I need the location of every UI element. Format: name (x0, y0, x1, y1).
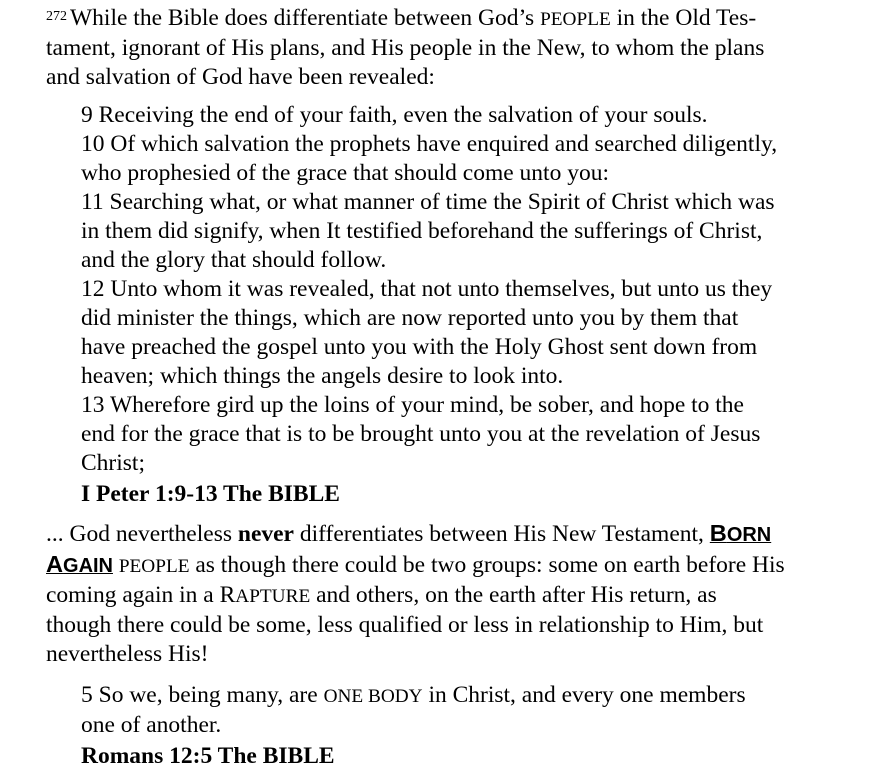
verse-line: did minister the things, which are now reported unto you by them that (81, 305, 739, 331)
footnote-number[interactable]: 272 (46, 9, 67, 24)
verse-line: have preached the gospel unto you with the Holy Ghost sent down from (81, 334, 758, 360)
intro-line-3: and salvation of God have been revealed: (46, 64, 435, 90)
intro-line-2: tament, ignorant of His plans, and His people in the New, to whom the plans (46, 35, 765, 61)
body-paragraph (46, 519, 826, 669)
verse-line: and the glory that should follow. (81, 247, 387, 273)
body-line-5: nevertheless His! (46, 641, 209, 667)
people-smallcaps: PEOPLE (540, 9, 611, 30)
body-text-1: ... God nevertheless (46, 521, 232, 547)
verse-line: Christ; (81, 450, 145, 476)
verse-line: who prophesied of the grace that should come unto you: (81, 160, 609, 186)
body-text-2: differentiates between His New Testament, (299, 521, 704, 547)
one-body-smallcaps: ONE BODY (323, 686, 423, 707)
verse-line: 9 Receiving the end of your faith, even the salvation of your souls. (81, 102, 708, 128)
citation-romans: Romans 12:5 The BIBLE (81, 743, 335, 769)
intro-text-2: in the Old Tes- (616, 5, 757, 31)
body-text-3: as though there could be two groups: some on earth before His (195, 552, 785, 578)
verse-line: heaven; which things the angels desire to look into. (81, 363, 564, 389)
born-link[interactable]: BORN (709, 520, 772, 546)
verse-line: in them did signify, when It testified beforehand the sufferings of Christ, (81, 218, 763, 244)
verse-line: 12 Unto whom it was revealed, that not unto themselves, but unto us they (81, 276, 773, 302)
body-text-5: and others, on the earth after His return, as (316, 582, 717, 608)
verse-line: one of another. (81, 712, 222, 738)
verse-line: 13 Wherefore gird up the loins of your mind, be sober, and hope to the (81, 392, 744, 418)
again-link[interactable]: AGAIN (46, 551, 113, 577)
document-page (46, 4, 826, 771)
people-smallcaps-2: PEOPLE (118, 556, 190, 577)
verse-line: 5 So we, being many, are ONE BODY in Christ, and every one members (81, 682, 746, 708)
rapture-smallcaps: RAPTURE (219, 582, 311, 608)
scripture-quote-peter (81, 101, 826, 509)
verse-line: end for the grace that is to be brought unto you at the revelation of Jesus (81, 421, 761, 447)
body-line-4: though there could be some, less qualified or less in relationship to Him, but (46, 612, 764, 638)
body-text-4: coming again in a (46, 582, 214, 608)
intro-paragraph (46, 4, 826, 92)
never-emphasis: never (237, 521, 294, 547)
citation-peter: I Peter 1:9-13 The BIBLE (81, 481, 340, 507)
verse-line: 10 Of which salvation the prophets have enquired and searched diligently, (81, 131, 778, 157)
scripture-quote-romans (81, 681, 826, 771)
verse-line: 11 Searching what, or what manner of time the Spirit of Christ which was (81, 189, 775, 215)
intro-text-1: While the Bible does differentiate between God’s (70, 5, 535, 31)
